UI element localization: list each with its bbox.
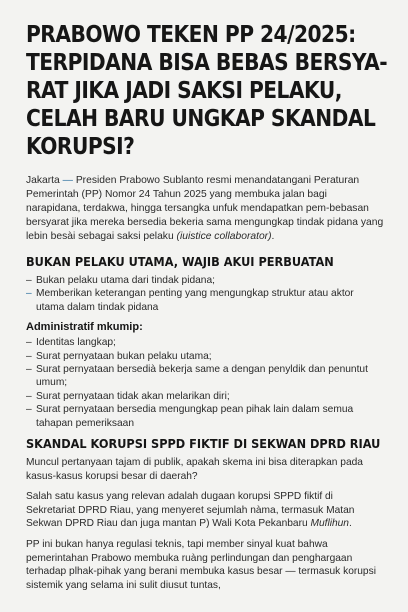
lead-end: . — [271, 231, 275, 242]
dash-bullet-icon: – — [26, 364, 32, 376]
list-item — [26, 287, 384, 314]
lead-text: Presiden Prabowo Sublanto resmi menandatangani Peraturan Pemerintah (PP) Nomor 24 Tahun 2025 yang membuka jalan bagi narapidana, terdakwa, hingga tersangka unfuk mendapatkan pem-bebasan bersyarat jika mereka bersedia bekeria sama mengungkap tindak pidana yang lebin besài sebagai saksi pelaku — [26, 175, 384, 242]
dash-bullet-icon: – — [26, 350, 32, 362]
person-name: Muflihun — [310, 518, 349, 530]
requirements-list — [26, 274, 384, 314]
dash-bullet-icon: – — [26, 288, 32, 300]
list-item — [26, 274, 384, 287]
list-item — [26, 336, 384, 349]
list-item-text: Memberikan keterangan penting yang mengungkap struktur atau aktor utama dalam tindak pidana — [36, 288, 354, 313]
list-item-text: Bukan pelaku utama dari tindak pidana; — [36, 275, 215, 286]
dash-bullet-icon: – — [26, 404, 32, 416]
lead-paragraph — [26, 174, 384, 244]
section-heading-scandal: SKANDAL KORUPSI SPPD FIKTIF DI SEKWAN DPRD RIAU — [26, 436, 381, 452]
dateline: Jakarta — [26, 175, 60, 186]
list-item — [26, 363, 384, 390]
list-item-text: Surat pernyataan tidak akan melarikan diri; — [36, 390, 230, 402]
paragraph-question: Muncul pertanyaan tajam di publik, apakah skema ini bisa diterapkan pada kasus-kasus korupsi besar di daerah? — [26, 457, 363, 482]
dash-bullet-icon: – — [26, 390, 32, 402]
case-text: Salah satu kasus yang relevan adalah dugaan korupsi SPPD fiktif di Sekretariat DPRD Riau, yang menyeret sejumlah nàma, termasuk Matan Sekwan DPRD Riau dan juga mantan P) Wali Kota Pekanbaru — [26, 491, 355, 530]
headline: PRABOWO TEKEN PP 24/2025: TERPIDANA BISA BEBAS BERSYA-RAT JIKA JADI SAKSI PELAKU, CELAH BARU UNGKAP SKANDAL KORUPSI? — [26, 20, 388, 160]
admin-subheading: Administratif mkumip: — [26, 321, 143, 334]
dash-bullet-icon: – — [26, 275, 32, 286]
dateline-dash: — — [59, 175, 76, 186]
list-item-text: Surat pernyataan bukan pelaku utama; — [36, 350, 212, 362]
list-item — [26, 390, 384, 403]
section-heading-requirements: BUKAN PELAKU UTAMA, WAJIB AKUI PERBUATAN — [26, 254, 334, 269]
paragraph-case — [26, 490, 384, 531]
admin-list — [26, 336, 384, 430]
lead-term: (iuistice collaborator) — [176, 231, 272, 242]
list-item-text: Surat pernyataan bersedia mengungkap pean pihak lain dalam semua tahapan pemeriksaan — [36, 404, 354, 429]
list-item-text: Identitas langkap; — [36, 337, 116, 349]
paragraph-conclusion: PP ini bukan hanya regulasi teknis, tapi member sinyal kuat bahwa pemerintahan Prabowo membuka ruàng perlindungan dan penghargaan terhadap plhak-pihak yang berani membuka kasus besar — termasuk korupsi sistemik yang selama ini sulit diusut tuntas, — [26, 539, 376, 591]
list-item — [26, 403, 384, 430]
list-item — [26, 350, 384, 363]
case-end: . — [348, 518, 352, 530]
list-item-text: Surat pernyataan bersedià bekerja same a dengan penyldik dan penuntut umum; — [36, 364, 368, 389]
dash-bullet-icon: – — [26, 337, 32, 349]
